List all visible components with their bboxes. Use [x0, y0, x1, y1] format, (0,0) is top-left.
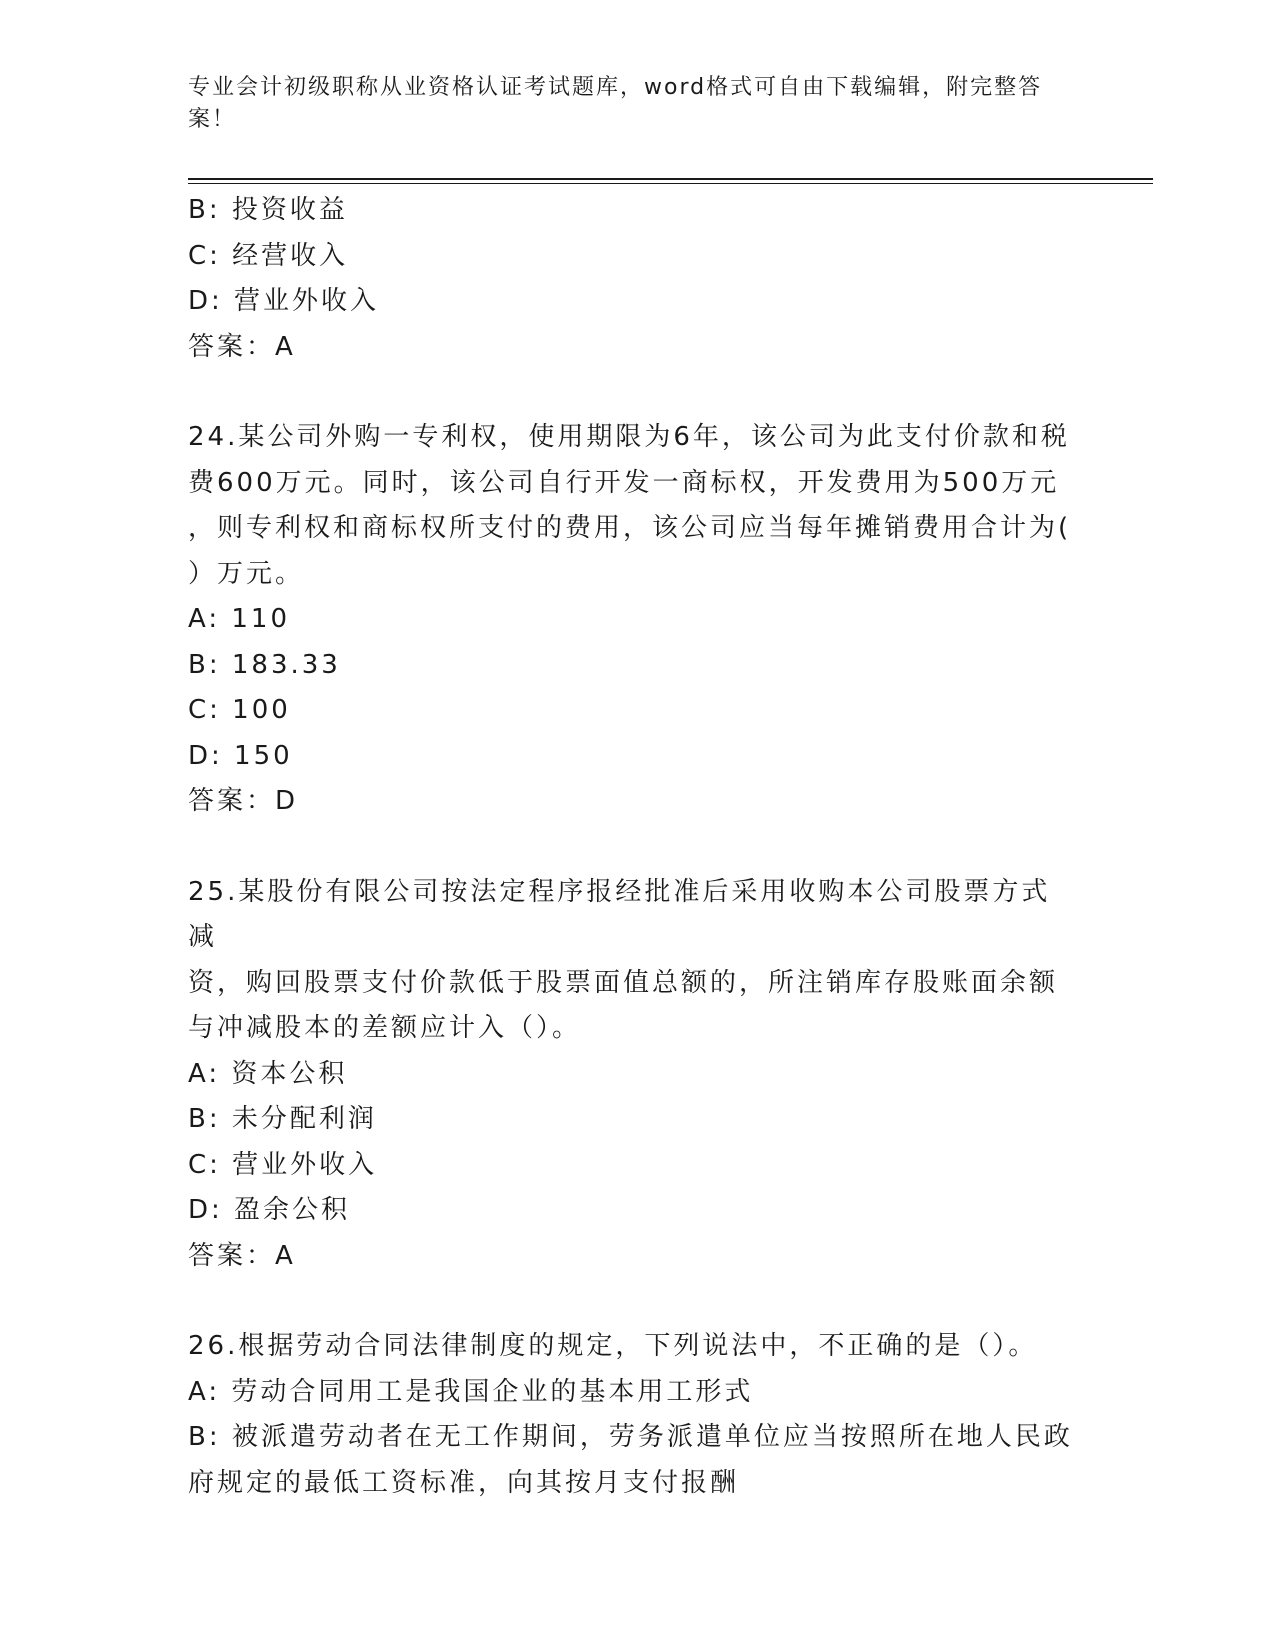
question-text-line: 资，购回股票支付价款低于股票面值总额的，所注销库存股账面余额 — [188, 967, 1059, 998]
option-c: C: 经营收入 — [188, 240, 349, 271]
question-body — [188, 188, 1078, 1506]
question-text-line: 与冲减股本的差额应计入（）。 — [188, 1013, 582, 1043]
question-text-line: 26.根据劳动合同法律制度的规定，下列说法中，不正确的是（）。 — [188, 1331, 1038, 1361]
header-divider-thin — [188, 183, 1153, 184]
question-text-line: 费600万元。同时，该公司自行开发一商标权，开发费用为500万元 — [188, 467, 1060, 498]
answer-line: 答案：D — [188, 786, 299, 816]
question-24 — [188, 415, 1078, 825]
option-c: C: 100 — [188, 695, 291, 725]
option-a: A: 劳动合同用工是我国企业的基本用工形式 — [188, 1376, 754, 1407]
header-divider-thick — [188, 178, 1153, 180]
option-b: B: 未分配利润 — [188, 1104, 377, 1134]
spacer — [188, 1279, 1078, 1324]
question-text-line: ）万元。 — [188, 558, 305, 589]
spacer — [188, 825, 1078, 870]
question-text-line: 25.某股份有限公司按法定程序报经批准后采用收购本公司股票方式减 — [188, 876, 1051, 952]
option-d: D: 盈余公积 — [188, 1195, 351, 1225]
answer-line: 答案：A — [188, 331, 296, 362]
option-b: B: 被派遣劳动者在无工作期间，劳务派遣单位应当按照所在地人民政 — [188, 1422, 1073, 1452]
question-23-tail — [188, 188, 1078, 370]
question-26 — [188, 1324, 1078, 1506]
option-a: A: 资本公积 — [188, 1058, 348, 1089]
question-25 — [188, 870, 1078, 1280]
option-c: C: 营业外收入 — [188, 1149, 378, 1180]
question-text-line: ，则专利权和商标权所支付的费用，该公司应当每年摊销费用合计为( — [188, 513, 1072, 543]
option-b: B: 投资收益 — [188, 195, 348, 225]
answer-line: 答案：A — [188, 1240, 296, 1271]
spacer — [188, 370, 1078, 415]
option-b-continued: 府规定的最低工资标准，向其按月支付报酬 — [188, 1467, 740, 1498]
option-b: B: 183.33 — [188, 649, 341, 680]
option-d: D: 150 — [188, 740, 293, 771]
document-header: 专业会计初级职称从业资格认证考试题库，word格式可自由下载编辑，附完整答案！ — [188, 75, 1043, 132]
option-d: D: 营业外收入 — [188, 286, 380, 316]
option-a: A: 110 — [188, 604, 290, 634]
question-text-line: 24.某公司外购一专利权，使用期限为6年，该公司为此支付价款和税 — [188, 422, 1070, 452]
